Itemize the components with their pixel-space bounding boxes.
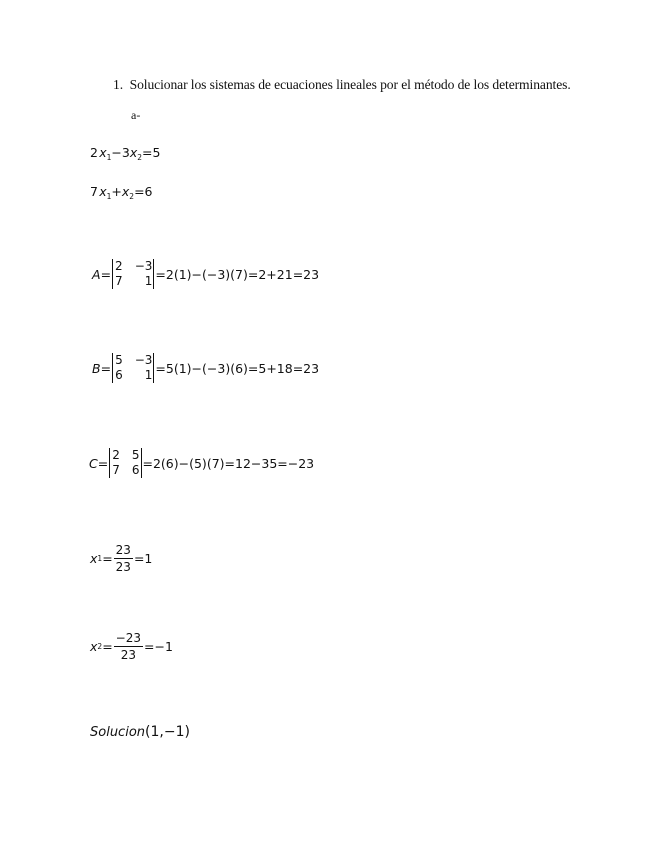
- numerator: −23: [115, 631, 141, 645]
- exercise-number: 1.: [113, 77, 123, 92]
- matrix-b: 5 −3 6 1: [112, 353, 154, 383]
- numerator: 23: [115, 543, 131, 557]
- determinant-b: B = 5 −3 6 1 =5(1)−(−3)(6)=5+18=23: [92, 353, 320, 382]
- solution-value: (1,−1): [145, 724, 190, 740]
- subpart-label: a-: [131, 108, 141, 122]
- exercise-heading: [113, 77, 571, 93]
- fraction: [114, 631, 143, 662]
- determinant-name: A: [92, 266, 101, 282]
- equation-2: 7 $x_1+x_2=6$: [90, 184, 153, 201]
- determinant-a: A = 2 −3 7 1 =2(1)−(−3)(7)=2+21=23: [92, 259, 320, 288]
- exercise-instruction: Solucionar los sistemas de ecuaciones lineales por el método de los determinantes.: [129, 77, 571, 92]
- determinant-expansion: =2(6)−(5)(7)=12−35=−23: [142, 455, 315, 471]
- determinant-expansion: =2(1)−(−3)(7)=2+21=23: [155, 266, 320, 282]
- determinant-name: C: [89, 455, 98, 471]
- solution-word: Solucion: [90, 725, 146, 740]
- final-solution: [90, 724, 190, 740]
- matrix-a: 2 −3 7 1: [112, 259, 154, 289]
- matrix-c: 2 5 7 6: [109, 448, 141, 478]
- determinant-expansion: =5(1)−(−3)(6)=5+18=23: [155, 360, 320, 376]
- x2-solution: x 2 = $\frac{-23}{23}$ =−1: [90, 631, 173, 662]
- x1-solution: x 1 = $\frac{23}{23}$ =1: [90, 543, 153, 574]
- equation-1: 2 $x_1-3x_2=5$: [90, 145, 161, 162]
- determinant-name: B: [92, 360, 101, 376]
- denominator: 23: [115, 560, 131, 574]
- determinant-c: C = 2 5 7 6 =2(6)−(5)(7)=12−35=−23: [89, 448, 315, 477]
- denominator: 23: [120, 648, 136, 662]
- fraction: [114, 543, 133, 574]
